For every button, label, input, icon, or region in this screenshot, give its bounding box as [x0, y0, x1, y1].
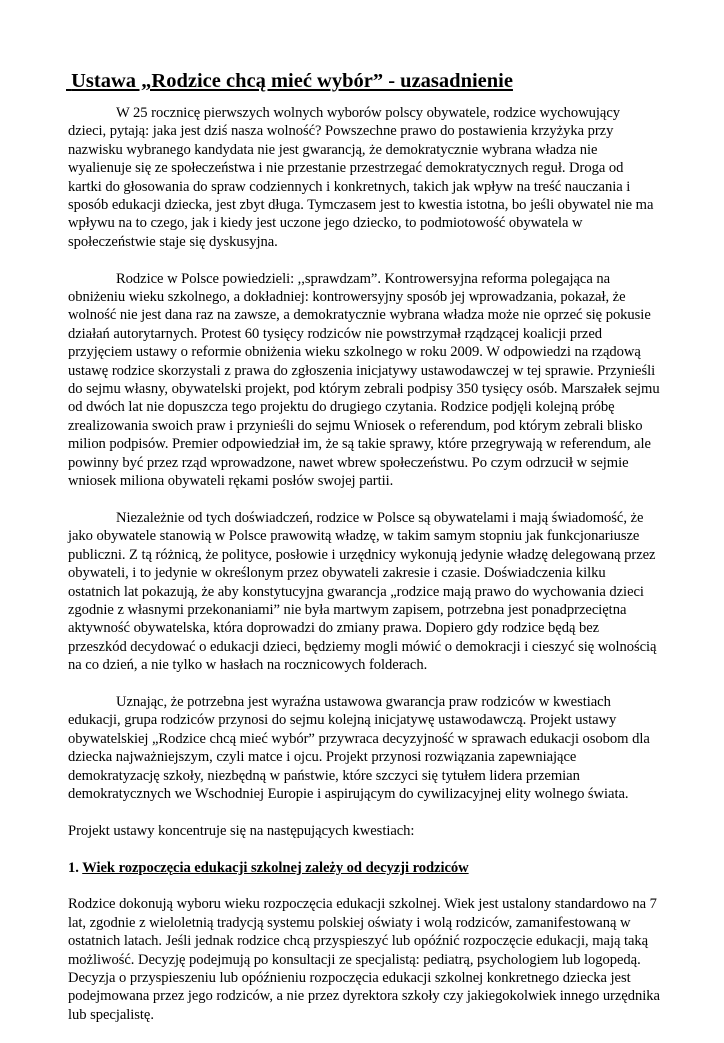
page-title-text: Ustawa „Rodzice chcą mieć wybór” - uzasadnienie [71, 70, 513, 92]
paragraph-1: W 25 rocznicę pierwszych wolnych wyborów polscy obywatele, rodzice wychowujący dzieci, pytają: jaka jest dziś nasza wolność? Powszechne prawo do postawienia krzyżyka przy nazwisku wybranego kandydata nie jest gwarancją, że demokratycznie wybrana władza nie wyalienuje się ze społeczeństwa i nie przestanie przestrzegać demokratycznych reguł. Droga od kartki do głosowania do spraw codziennych i konkretnych, takich jak wpływ na treść nauczania i sposób edukacji dziecka, jest zbyt długa. Tymczasem jest to kwestia istotna, bo jeśli obywatel nie ma wpływu na to czego, jak i kiedy jest uczone jego dziecko, to podmiotowość obywatela w społeczeństwie staje się dyskusyjna. [68, 105, 654, 250]
paragraph-6: Rodzice dokonują wyboru wieku rozpoczęcia edukacji szkolnej. Wiek jest ustalony standardowo na 7 lat, zgodnie z wieloletnią tradycją systemu polskiej oświaty i wolą rodziców, zamanifestowaną w ostatnich latach. Jeśli jednak rodzice chcą przyspieszyć lub opóźnić rozpoczęcie edukacji, mają taką możliwość. Decyzję podejmują po konsultacji ze specjalistą: pediatrą, psychologiem lub logopedą. Decyzja o przyspieszeniu lub opóźnieniu rozpoczęcia edukacji szkolnej konkretnego dziecka jest podejmowana przez jego rodziców, a nie przez dyrektora szkoły czy jakiegokolwiek innego urzędnika lub specjalistę. [68, 896, 660, 1023]
section-number: 1. [68, 859, 79, 876]
paragraph-3: Niezależnie od tych doświadczeń, rodzice w Polsce są obywatelami i mają świadomość, że jako obywatele stanowią w Polsce prawowitą władzę, w takim samym stopniu jak funkcjonariusze publiczni. Z tą różnicą, że polityce, posłowie i urzędnicy wykonują jedynie władzę delegowaną przez obywateli, i to jedynie w określonym przez obywateli zakresie i czasie. Doświadczenia kilku ostatnich lat pokazują, że aby konstytucyjna gwarancja „rodzice mają prawo do wychowania dzieci zgodnie z własnymi przekonaniami” nie była martwym zapisem, potrzebna jest ponadprzeciętna aktywność obywatelska, która doprowadzi do zmiany prawa. Dopiero gdy rodzice będą bez przeszkód decydować o edukacji dzieci, będziemy mogli mówić o demokracji i cieszyć się wolnością na co dzień, a nie tylko w hasłach na rocznicowych folderach. [68, 509, 657, 674]
section-heading-1 [68, 859, 660, 877]
document-body [68, 104, 660, 1043]
paragraph-4: Uznając, że potrzebna jest wyraźna ustawowa gwarancja praw rodziców w kwestiach edukacji, grupa rodziców przynosi do sejmu kolejną inicjatywę ustawodawczą. Projekt ustawy obywatelskiej „Rodzice chcą mieć wybór” przywraca decyzyjność w sprawach edukacji osobom dla dziecka najważniejszym, czyli matce i ojcu. Projekt przynosi rozwiązania zapewniające demokratyzację szkoły, niezbędną w państwie, które szczyci się tytułem lidera przemian demokratycznych we Wschodniej Europie i aspirującym do cywilizacyjnej elity wolnego świata. [68, 693, 650, 802]
paragraph-2: Rodzice w Polsce powiedzieli: ,,sprawdzam”. Kontrowersyjna reforma polegająca na obniżeniu wieku szkolnego, a dokładniej: kontrowersyjny sposób jej wprowadzania, pokazał, że wolność nie jest dana raz na zawsze, a demokratycznie wybrana władza może nie oprzeć się pokusie działań autorytarnych. Protest 60 tysięcy rodziców nie powstrzymał rządzącej koalicji przed przyjęciem ustawy o reformie obniżenia wieku szkolnego w roku 2009. W odpowiedzi na rządową ustawę rodzice skorzystali z prawa do zgłoszenia inicjatywy ustawodawczej w tej sprawie. Przynieśli do sejmu własny, obywatelski projekt, pod którym zebrali podpisy 350 tysięcy osób. Marszałek sejmu od dwóch lat nie dopuszcza tego projektu do drugiego czytania. Rodzice podjęli kolejną próbę zrealizowania swoich praw i przynieśli do sejmu Wniosek o referendum, pod którym zebrali blisko milion podpisów. Premier odpowiedział im, że są takie sprawy, które przegrywają w referendum, ale powinny być przez rząd wprowadzone, nawet wbrew społeczeństwu. Po czym odrzucił w sejmie wniosek miliona obywateli rękami posłów swojej partii. [68, 270, 660, 490]
section-title: Wiek rozpoczęcia edukacji szkolnej zależy od decyzji rodziców [82, 859, 469, 876]
page-title [66, 66, 666, 96]
paragraph-5: Projekt ustawy koncentruje się na następujących kwestiach: [68, 822, 415, 839]
